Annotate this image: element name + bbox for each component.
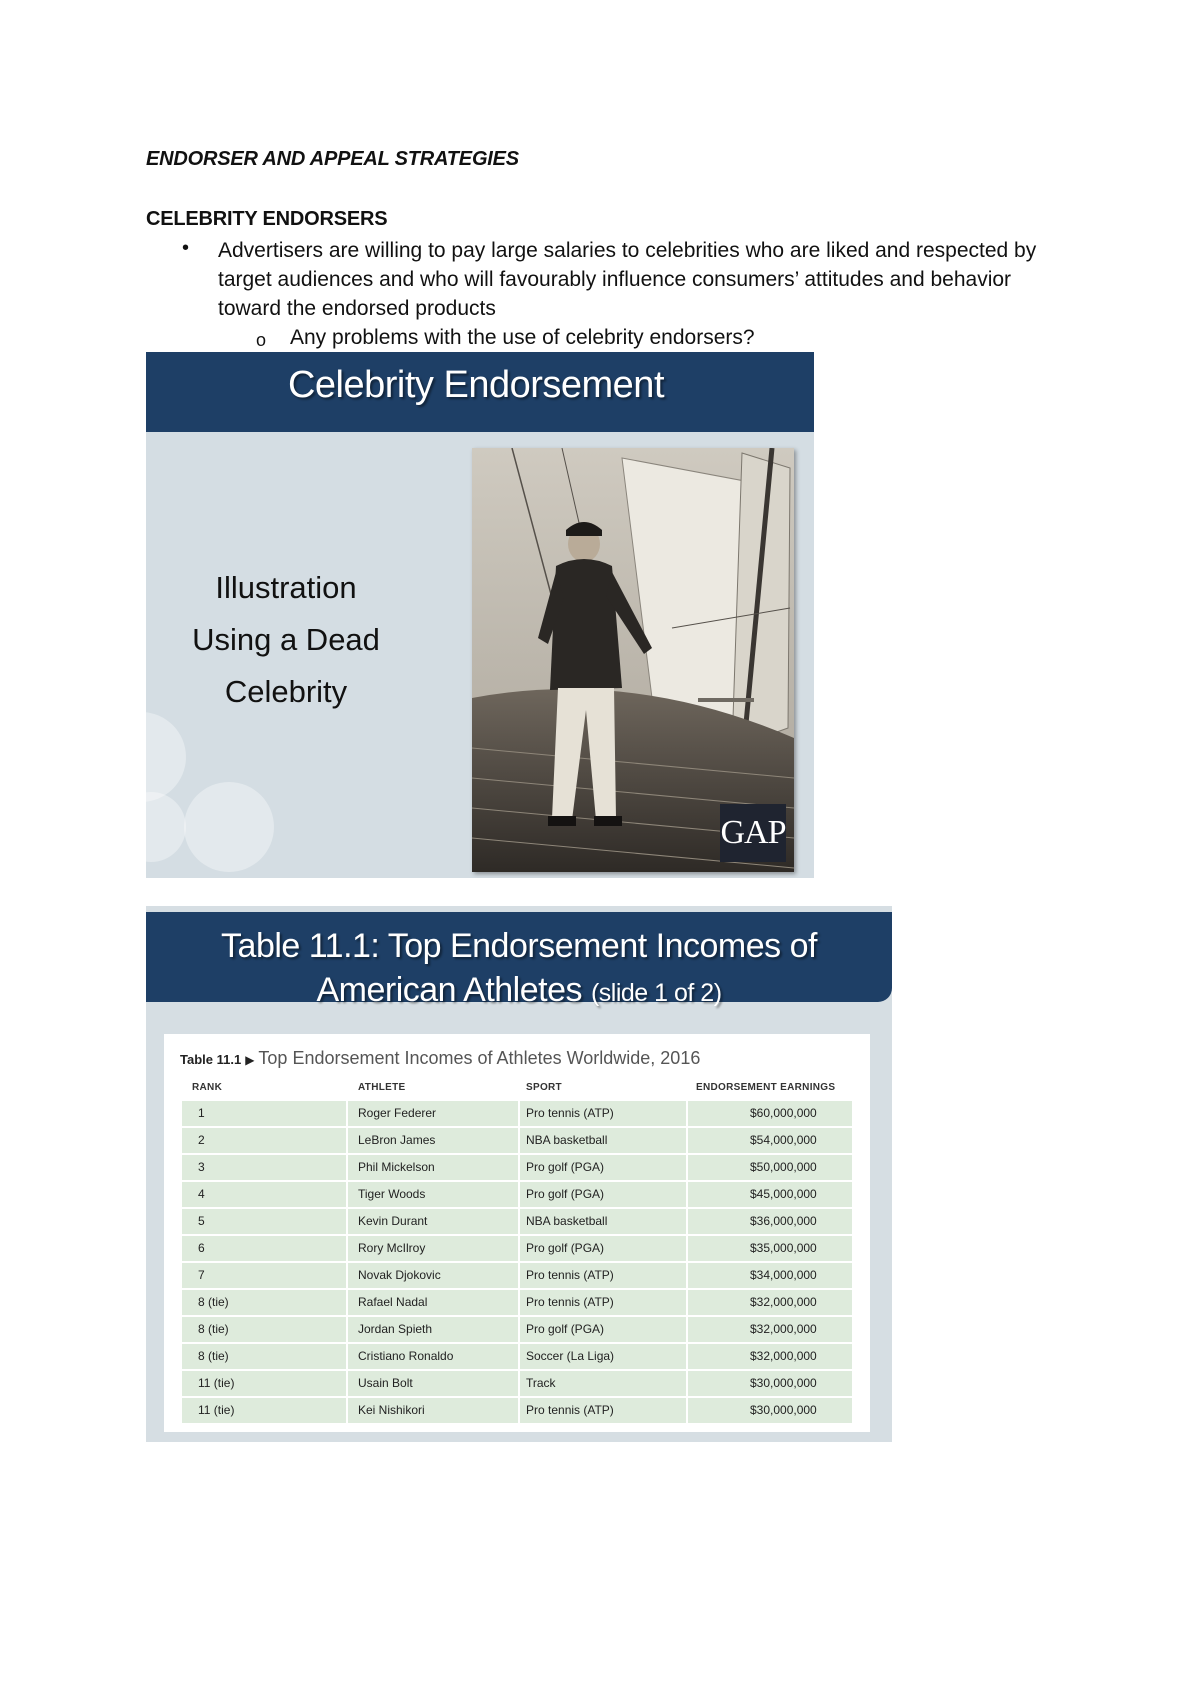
- rank-cell: 8 (tie): [182, 1290, 346, 1315]
- athlete-cell: Rafael Nadal: [348, 1290, 518, 1315]
- sailboat-ad-photo: [472, 448, 794, 872]
- earnings-cell: $54,000,000: [688, 1128, 852, 1153]
- sport-cell: Soccer (La Liga): [520, 1344, 686, 1369]
- sport-cell: NBA basketball: [520, 1128, 686, 1153]
- sport-cell: Pro golf (PGA): [520, 1155, 686, 1180]
- earnings-cell: $32,000,000: [688, 1344, 852, 1369]
- caption-line: Celebrity: [224, 674, 348, 709]
- slide-caption: [176, 562, 396, 718]
- slide-title-line2: [146, 968, 892, 1015]
- rank-cell: 1: [182, 1101, 346, 1126]
- document-title: ENDORSER AND APPEAL STRATEGIES: [146, 148, 519, 170]
- sport-cell: Pro tennis (ATP): [520, 1398, 686, 1423]
- athlete-cell: Tiger Woods: [348, 1182, 518, 1207]
- rank-cell: 2: [182, 1128, 346, 1153]
- earnings-cell: $30,000,000: [688, 1371, 852, 1396]
- table-row: [182, 1208, 852, 1235]
- table-row: [182, 1100, 852, 1127]
- table-row: [182, 1154, 852, 1181]
- slide-header-bar: [146, 912, 892, 1009]
- sub-bullet-marker: o: [256, 330, 267, 350]
- table-row: [182, 1181, 852, 1208]
- slide-title-line1: Table 11.1: Top Endorsement Incomes of: [221, 927, 817, 965]
- column-header-sport: SPORT: [526, 1082, 562, 1093]
- table-row: [182, 1262, 852, 1289]
- slide-title: [146, 924, 892, 1015]
- athlete-cell: Kevin Durant: [348, 1209, 518, 1234]
- sub-bullet-text: Any problems with the use of celebrity endorsers?: [290, 326, 755, 349]
- rank-cell: 11 (tie): [182, 1371, 346, 1396]
- decorative-circle: [146, 712, 186, 802]
- rank-cell: 5: [182, 1209, 346, 1234]
- earnings-cell: $50,000,000: [688, 1155, 852, 1180]
- earnings-cell: $30,000,000: [688, 1398, 852, 1423]
- slide-title: Celebrity Endorsement: [287, 364, 664, 406]
- column-header-earnings: ENDORSEMENT EARNINGS: [696, 1082, 836, 1093]
- sport-cell: Pro golf (PGA): [520, 1236, 686, 1261]
- table-row: [182, 1316, 852, 1343]
- rank-cell: 8 (tie): [182, 1317, 346, 1342]
- sport-cell: Pro tennis (ATP): [520, 1263, 686, 1288]
- column-header-rank: RANK: [192, 1082, 223, 1093]
- column-header-athlete: ATHLETE: [358, 1082, 406, 1093]
- bullet-marker: •: [182, 237, 190, 259]
- earnings-cell: $32,000,000: [688, 1317, 852, 1342]
- decorative-circle: [184, 782, 274, 872]
- slide-celebrity-endorsement: [146, 352, 814, 878]
- caption-line: Illustration: [215, 570, 357, 605]
- table-row: [182, 1235, 852, 1262]
- table-row: [182, 1343, 852, 1370]
- sport-cell: Pro golf (PGA): [520, 1182, 686, 1207]
- section-heading: CELEBRITY ENDORSERS: [146, 208, 388, 230]
- decorative-circle: [146, 792, 186, 862]
- athlete-cell: Usain Bolt: [348, 1371, 518, 1396]
- caret-right-icon: ▶: [245, 1053, 255, 1067]
- rank-cell: 4: [182, 1182, 346, 1207]
- table-row: [182, 1397, 852, 1424]
- gap-logo: GAP: [720, 804, 786, 862]
- athlete-cell: Cristiano Ronaldo: [348, 1344, 518, 1369]
- table-panel: [164, 1034, 870, 1432]
- earnings-cell: $34,000,000: [688, 1263, 852, 1288]
- athlete-cell: LeBron James: [348, 1128, 518, 1153]
- rank-cell: 7: [182, 1263, 346, 1288]
- earnings-cell: $35,000,000: [688, 1236, 852, 1261]
- athlete-cell: Phil Mickelson: [348, 1155, 518, 1180]
- earnings-cell: $32,000,000: [688, 1290, 852, 1315]
- athlete-cell: Rory McIlroy: [348, 1236, 518, 1261]
- athlete-cell: Novak Djokovic: [348, 1263, 518, 1288]
- earnings-cell: $45,000,000: [688, 1182, 852, 1207]
- rank-cell: 3: [182, 1155, 346, 1180]
- sport-cell: Pro tennis (ATP): [520, 1290, 686, 1315]
- earnings-cell: $36,000,000: [688, 1209, 852, 1234]
- table-row: [182, 1127, 852, 1154]
- slide-endorsement-table: [146, 906, 892, 1442]
- table-caption: [180, 1048, 700, 1069]
- caption-line: Using a Dead: [192, 622, 380, 657]
- slide-title-main: American Athletes: [316, 971, 582, 1009]
- sport-cell: Pro golf (PGA): [520, 1317, 686, 1342]
- earnings-cell: $60,000,000: [688, 1101, 852, 1126]
- table-row: [182, 1289, 852, 1316]
- athlete-cell: Jordan Spieth: [348, 1317, 518, 1342]
- athlete-cell: Roger Federer: [348, 1101, 518, 1126]
- slide-title-suffix: (slide 1 of 2): [590, 979, 722, 1007]
- table-row: [182, 1370, 852, 1397]
- rank-cell: 8 (tie): [182, 1344, 346, 1369]
- bullet-text: Advertisers are willing to pay large salaries to celebrities who are liked and respected by target audiences and who will favourably influence consumers’ attitudes and behavior toward the endorsed products: [218, 239, 1037, 320]
- rank-cell: 11 (tie): [182, 1398, 346, 1423]
- athlete-cell: Kei Nishikori: [348, 1398, 518, 1423]
- sport-cell: NBA basketball: [520, 1209, 686, 1234]
- sport-cell: Pro tennis (ATP): [520, 1101, 686, 1126]
- table-title: Top Endorsement Incomes of Athletes Worldwide, 2016: [258, 1048, 701, 1068]
- rank-cell: 6: [182, 1236, 346, 1261]
- sport-cell: Track: [520, 1371, 686, 1396]
- table-label: Table 11.1: [180, 1052, 242, 1067]
- table-body: [182, 1100, 852, 1424]
